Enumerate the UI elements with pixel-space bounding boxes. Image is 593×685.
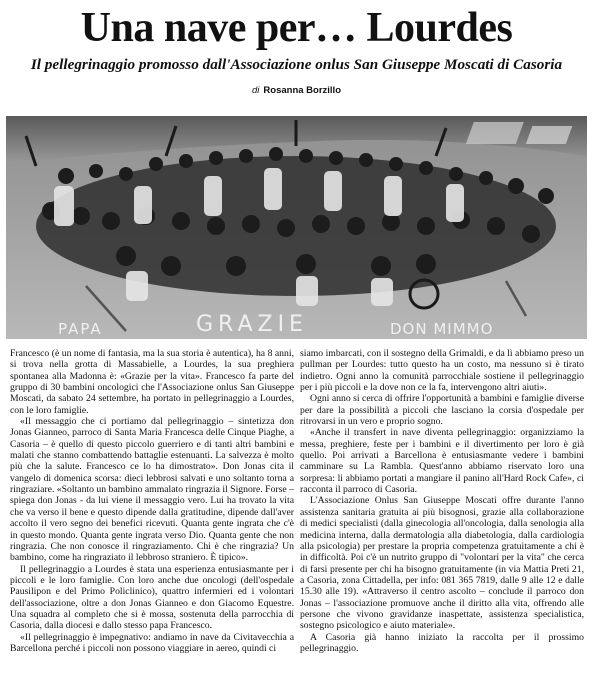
- ground-writing-grazie: GRAZIE: [196, 312, 308, 337]
- group-photo: [6, 116, 587, 339]
- paragraph: «Il messaggio che ci portiamo dal pellegrinaggio – sintetizza don Jonas Gianneo, parroco di Santa Maria Francesca delle Cinque Piaghe, a Casoria – è quello di questo piccolo guerriero e di tanti altri bambini e malati che stanno combattendo battaglie estenuanti. La salvezza è molto più che la salute. Francesco ce lo ha dimostrato». Don Jonas cita il vangelo di domenica scorsa: dieci lebbrosi salvati e uno soltanto torna a ringraziare. «Soltanto un bambino ammalato ringrazia il Signore. Forse – spiega don Jonas - da lui viene il messaggio vero. Lui ha trovato la vita che va verso il bene e questo dipende dalla gratitudine, dipende dall'aver accolto il vero segno dei benefici ricevuti. Quanta gente ingrata che c'è in questo mondo. Quanta gente ingrata verso Dio. Quanta gente che non ringrazia. Che non conosce il ringraziamento. Chi è che ringrazia? Un bambino, come ha ringraziato il lebbroso straniero. È tipico».: [10, 416, 294, 564]
- article-column-left: [10, 348, 294, 654]
- paragraph: L'Associazione Onlus San Giuseppe Moscati offre durante l'anno assistenza sanitaria gratuita ai più bisognosi, grazie alla collaborazione di medici specialisti (dalla ginecologia all'oncologia, dalla senologia alla medicina interna, dalla dermatologia alla diabetologia, dalla cardiologia alla psicologia) per prestare la propria competenza gratuitamente a chi è in difficoltà. Poi c'è un nutrito gruppo di "volontari per la vita" che cerca di farsi presente per chi ha bisogno gratuitamente (in via Mattia Preti 21, a Casoria, zona Cittadella, per info: 081 365 7819, dalle 9 alle 12 e dalle 15.30 alle 19). «Attraverso il centro ascolto – conclude il parroco don Jonas – l'associazione promuove anche il diritto alla vita, offrendo alle persone che vivono gravidanze inaspettate, assistenza specialistica, sostegno psicologico e aiuto materiale».: [300, 495, 584, 632]
- paragraph: «Il pellegrinaggio è impegnativo: andiamo in nave da Civitavecchia a Barcellona perché i piccoli non possono viaggiare in aereo, quindi ci: [10, 631, 294, 654]
- ground-writing-don-mimmo: DON MIMMO: [390, 320, 494, 338]
- byline: [0, 85, 593, 97]
- article-title: Una nave per… Lourdes: [80, 5, 513, 51]
- author-name: Rosanna Borzillo: [263, 85, 341, 96]
- paragraph: siamo imbarcati, con il sostegno della Grimaldi, e da lì abbiamo preso un pullman per Lourdes: tutto questo ha un costo, ma nessuno si è tirato indietro. Ogni anno la comunità parrocchiale sostiene il pellegrinaggio per i più piccoli e la dove non ce la fa, intervengono altri aiuti».: [300, 348, 584, 394]
- ground-writing-papa: PAPA: [58, 320, 103, 338]
- paragraph: Francesco (è un nome di fantasia, ma la sua storia è autentica), ha 8 anni, si trova nella grotta di Massabielle, a Lourdes, la sua preghiera spontanea alla Madonna è: «Grazie per la vita». Francesco fa parte del gruppo di 30 bambini oncologici che l'Associazione onlus San Giuseppe Moscati, da sabato 24 settembre, ha portato in pellegrinaggio a Lourdes, con le loro famiglie.: [10, 348, 294, 416]
- article-column-right: [300, 348, 584, 654]
- paragraph: A Casoria già hanno iniziato la raccolta per il prossimo pellegrinaggio.: [300, 631, 584, 654]
- article-subtitle: Il pellegrinaggio promosso dall'Associazione onlus San Giuseppe Moscati di Casoria: [30, 56, 563, 73]
- paragraph: Ogni anno si cerca di offrire l'opportunità a bambini e famiglie diverse per dare la possibilità a piccoli che lasciano la corsia d'ospedale per ritrovarsi in un vero e proprio sogno.: [300, 393, 584, 428]
- paragraph: Il pellegrinaggio a Lourdes è stata una esperienza entusiasmante per i piccoli e le loro famiglie. Con loro anche due oncologi (dell'ospedale Pausilipon e del Primo Policlinico), quattro infermieri ed i volontari dell'associazione, oltre a don Jonas Gianneo e don Giacomo Equestre. Una squadra al completo che si è mossa, sostenuta della parrocchia di Casoria, dalla diocesi e dallo stesso papa Francesco.: [10, 563, 294, 632]
- paragraph: «Anche il transfert in nave diventa pellegrinaggio: organizziamo la messa, preghiere, feste per i bambini e il divertimento per loro è già quello. Poi arrivati a Barcellona è entusiasmante vedere i bambini camminare su La Rambla. Quest'anno abbiamo riservato loro una sorpresa: li abbiamo portati a mangiare il panino all'Hard Rock Cafe», ci racconta il parroco di Casoria.: [300, 427, 584, 496]
- group-photo-illustration: [6, 116, 587, 339]
- byline-prefix: di: [252, 85, 260, 96]
